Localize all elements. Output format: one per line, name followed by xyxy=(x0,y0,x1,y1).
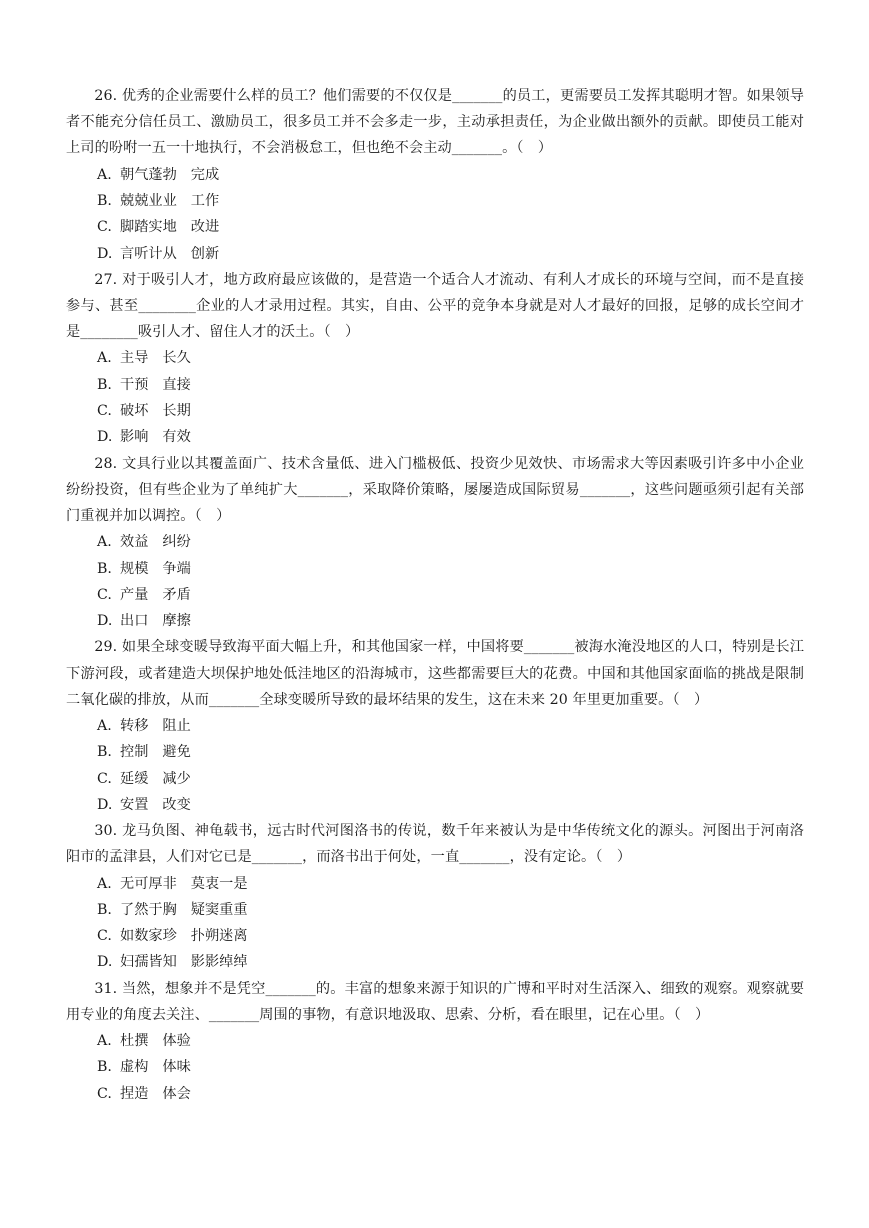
option-second-word: 矛盾 xyxy=(162,586,191,603)
option-first-word: 影响 xyxy=(120,429,149,446)
option-letter: C. xyxy=(97,219,112,236)
option-second-word: 疑窦重重 xyxy=(190,901,248,918)
answer-option xyxy=(66,739,804,765)
option-list xyxy=(66,1028,804,1107)
option-letter: B. xyxy=(97,192,112,209)
answer-option xyxy=(66,871,804,897)
option-letter: B. xyxy=(97,376,112,393)
option-second-word: 体会 xyxy=(162,1085,191,1102)
option-first-word: 捏造 xyxy=(120,1085,149,1102)
answer-option xyxy=(66,214,804,240)
option-first-word: 脚踏实地 xyxy=(120,219,177,236)
answer-option xyxy=(66,792,804,818)
answer-option xyxy=(66,556,804,582)
question-stem: 29. 如果全球变暖导致海平面大幅上升，和其他国家一样，中国将要_______被海水淹没地区的人口，特别是长江下游河段，或者建造大坝保护地处低洼地区的沿海城市，这些都需要巨大的花费。中国和其他国家面临的挑战是限制二氧化碳的排放，从而_______全球变暖所导致的最坏结果的发生，这在未来 20 年里更加重要。（ ） xyxy=(66,639,804,708)
question-stem: 31. 当然，想象并不是凭空_______的。丰富的想象来源于知识的广博和平时对生活深入、细致的观察。观察就要用专业的角度去关注、_______周围的事物，有意识地汲取、思索、分析，看在眼里，记在心里。（ ） xyxy=(66,980,804,1023)
option-letter: D. xyxy=(97,613,113,630)
answer-option xyxy=(66,241,804,267)
option-letter: C. xyxy=(97,770,112,787)
option-list xyxy=(66,162,804,267)
option-first-word: 出口 xyxy=(120,613,149,630)
question-stem: 30. 龙马负图、神龟载书，远古时代河图洛书的传说，数千年来被认为是中华传统文化的源头。河图出于河南洛阳市的孟津县，人们对它已是_______，而洛书出于何处，一直_______，没有定论。（ ） xyxy=(66,823,804,866)
option-second-word: 改变 xyxy=(162,796,191,813)
option-letter: D. xyxy=(97,429,113,446)
option-letter: D. xyxy=(97,245,113,262)
question-block xyxy=(66,976,804,1107)
option-second-word: 扑朔迷离 xyxy=(190,928,248,945)
question-block xyxy=(66,818,804,976)
option-first-word: 干预 xyxy=(120,376,149,393)
option-first-word: 转移 xyxy=(120,718,149,734)
option-letter: C. xyxy=(97,586,112,603)
option-second-word: 摩擦 xyxy=(162,613,191,630)
option-second-word: 长期 xyxy=(162,403,191,419)
answer-option xyxy=(66,608,804,634)
option-first-word: 杜撰 xyxy=(120,1033,149,1050)
option-first-word: 主导 xyxy=(120,350,149,367)
option-second-word: 工作 xyxy=(190,192,220,209)
option-first-word: 破坏 xyxy=(120,403,149,419)
answer-option xyxy=(66,582,804,608)
option-first-word: 朝气蓬勃 xyxy=(120,166,177,183)
answer-option xyxy=(66,188,804,214)
option-list xyxy=(66,345,804,450)
option-second-word: 纠纷 xyxy=(162,534,191,551)
answer-option xyxy=(66,162,804,188)
option-second-word: 直接 xyxy=(162,376,191,393)
option-letter: C. xyxy=(97,1085,112,1102)
question-block xyxy=(66,267,804,451)
answer-option xyxy=(66,398,804,424)
question-block xyxy=(66,451,804,635)
option-list xyxy=(66,529,804,634)
option-letter: C. xyxy=(97,928,112,945)
answer-option xyxy=(66,766,804,792)
option-letter: A. xyxy=(97,350,112,367)
question-block xyxy=(66,634,804,818)
option-second-word: 影影绰绰 xyxy=(190,954,248,971)
option-second-word: 体味 xyxy=(162,1059,191,1076)
option-letter: D. xyxy=(97,954,113,971)
question-stem: 27. 对于吸引人才，地方政府最应该做的，是营造一个适合人才流动、有利人才成长的环境与空间，而不是直接参与、甚至________企业的人才录用过程。其实，自由、公平的竞争本身就是对人才最好的回报，足够的成长空间才是________吸引人才、留住人才的沃土。（ ） xyxy=(66,271,804,341)
option-second-word: 减少 xyxy=(162,770,191,787)
option-second-word: 有效 xyxy=(162,429,191,446)
option-second-word: 完成 xyxy=(190,166,220,183)
option-second-word: 长久 xyxy=(162,350,191,367)
option-list xyxy=(66,871,804,976)
option-letter: A. xyxy=(97,534,112,551)
option-first-word: 产量 xyxy=(120,586,149,603)
option-second-word: 创新 xyxy=(190,245,220,262)
option-letter: A. xyxy=(97,166,112,183)
answer-option xyxy=(66,345,804,371)
option-second-word: 避免 xyxy=(162,744,191,761)
answer-option xyxy=(66,897,804,923)
question-list xyxy=(66,83,804,1107)
option-second-word: 体验 xyxy=(162,1033,191,1050)
option-letter: B. xyxy=(97,1059,112,1076)
option-second-word: 改进 xyxy=(190,219,220,236)
option-letter: D. xyxy=(97,796,113,813)
answer-option xyxy=(66,949,804,975)
question-block xyxy=(66,83,804,267)
option-first-word: 延缓 xyxy=(120,770,149,787)
option-letter: C. xyxy=(97,403,112,419)
option-first-word: 无可厚非 xyxy=(120,875,177,892)
option-letter: B. xyxy=(97,744,112,761)
question-stem: 28. 文具行业以其覆盖面广、技术含量低、进入门槛极低、投资少见效快、市场需求大等因素吸引许多中小企业纷纷投资，但有些企业为了单纯扩大_______，采取降价策略，屡屡造成国际贸易_______，这些问题亟须引起有关部门重视并加以调控。（ ） xyxy=(66,455,804,524)
answer-option xyxy=(66,1054,804,1080)
option-first-word: 规模 xyxy=(120,560,149,577)
answer-option xyxy=(66,713,804,739)
option-second-word: 阻止 xyxy=(162,718,191,734)
option-first-word: 如数家珍 xyxy=(120,928,177,945)
option-first-word: 虚构 xyxy=(120,1059,149,1076)
answer-option xyxy=(66,424,804,450)
option-list xyxy=(66,713,804,818)
option-letter: B. xyxy=(97,901,112,918)
question-stem: 26. 优秀的企业需要什么样的员工？他们需要的不仅仅是_______的员工，更需要员工发挥其聪明才智。如果领导者不能充分信任员工、激励员工，很多员工并不会多走一步，主动承担责任，为企业做出额外的贡献。即使员工能对上司的吩咐一五一十地执行，不会消极怠工，但也绝不会主动_______。（ ） xyxy=(66,88,804,157)
answer-option xyxy=(66,1028,804,1054)
option-first-word: 了然于胸 xyxy=(120,901,177,918)
option-first-word: 安置 xyxy=(120,796,149,813)
answer-option xyxy=(66,372,804,398)
option-first-word: 兢兢业业 xyxy=(120,192,177,209)
answer-option xyxy=(66,529,804,555)
option-first-word: 妇孺皆知 xyxy=(120,954,177,971)
answer-option xyxy=(66,1081,804,1107)
option-letter: A. xyxy=(97,1033,112,1050)
option-letter: B. xyxy=(97,560,112,577)
answer-option xyxy=(66,923,804,949)
option-first-word: 言听计从 xyxy=(120,245,177,262)
option-first-word: 效益 xyxy=(120,534,149,551)
option-letter: A. xyxy=(97,718,112,734)
option-second-word: 莫衷一是 xyxy=(190,875,248,892)
option-second-word: 争端 xyxy=(162,560,191,577)
option-letter: A. xyxy=(97,875,112,892)
option-first-word: 控制 xyxy=(120,744,149,761)
